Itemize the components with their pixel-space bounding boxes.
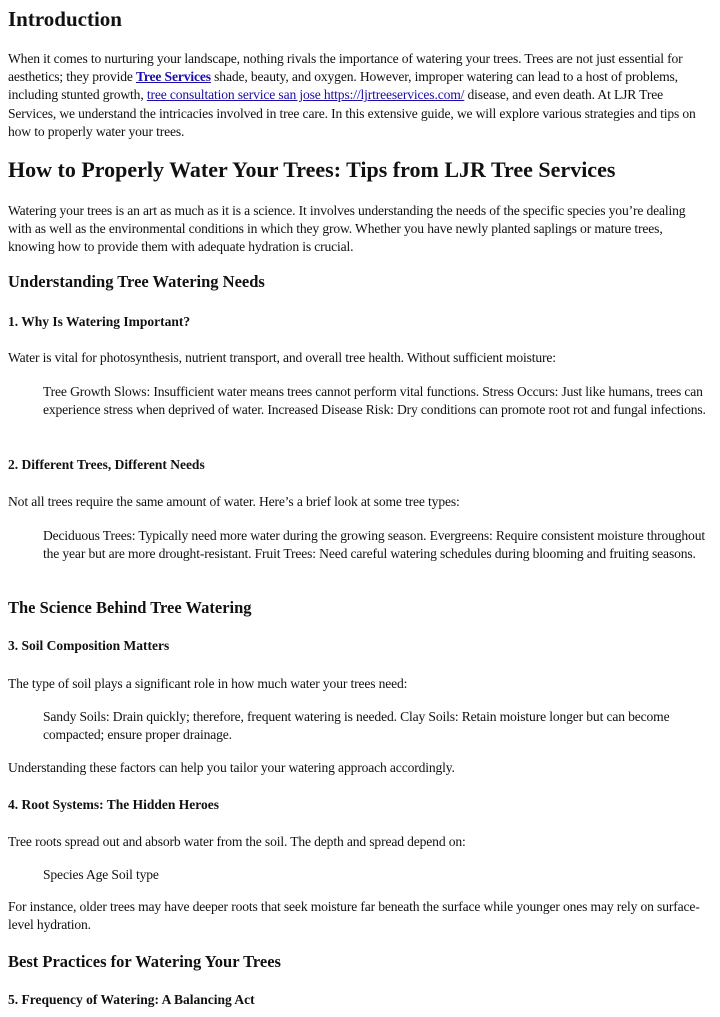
understanding-heading: Understanding Tree Watering Needs <box>8 272 265 291</box>
intro-text-3: disease, and even death. At LJR Tree Services, we understand the intricacies involved in tree care. In this extensive guide, we will explore various strategies and tips on how to properly water your trees. <box>8 87 696 139</box>
root-systems-heading: 4. Root Systems: The Hidden Heroes <box>8 797 220 812</box>
tree-consultation-link[interactable]: tree consultation service san jose https://ljrtreeservices.com/ <box>146 87 465 103</box>
science-heading: The Science Behind Tree Watering <box>8 598 252 617</box>
why-watering-paragraph: Water is vital for photosynthesis, nutrient transport, and overall tree health. Without sufficient moisture: <box>8 350 556 365</box>
soil-composition-list: Sandy Soils: Drain quickly; therefore, frequent watering is needed. Clay Soils: Retain moisture longer but can become compacted; ensure proper drainage. <box>43 709 670 743</box>
root-systems-summary: For instance, older trees may have deeper roots that seek moisture far beneath the surface while younger ones may rely on surface-level hydration. <box>8 899 700 933</box>
soil-composition-summary: Understanding these factors can help you tailor your watering approach accordingly. <box>8 760 455 775</box>
soil-composition-heading: 3. Soil Composition Matters <box>8 638 170 653</box>
main-intro-paragraph: Watering your trees is an art as much as it is a science. It involves understanding the needs of the specific species you’re dealing with as well as the environmental conditions in which they grow. Whether you have newly planted saplings or mature trees, knowing how to provide them with adequate hydration is crucial. <box>8 203 686 255</box>
why-watering-list: Tree Growth Slows: Insufficient water means trees cannot perform vital functions. Stress Occurs: Just like humans, trees can experience stress when deprived of water. Increased Disease Risk: Dry conditions can promote root rot and fungal infections. <box>43 384 706 418</box>
intro-heading: Introduction <box>8 7 122 31</box>
soil-composition-paragraph: The type of soil plays a significant role in how much water your trees need: <box>8 676 408 691</box>
root-systems-list: Species Age Soil type <box>43 867 159 882</box>
main-heading: How to Properly Water Your Trees: Tips from LJR Tree Services <box>8 157 616 182</box>
root-systems-paragraph: Tree roots spread out and absorb water from the soil. The depth and spread depend on: <box>8 834 466 849</box>
intro-text-2: shade, beauty, and oxygen. However, improper watering can lead to a host of problems, including stunted growth, <box>8 69 678 103</box>
intro-text-1: When it comes to nurturing your landscape, nothing rivals the importance of watering your trees. Trees are not just essential for aesthetics; they provide <box>8 51 683 85</box>
intro-paragraph <box>8 50 712 141</box>
best-practices-heading: Best Practices for Watering Your Trees <box>8 952 281 971</box>
different-trees-heading: 2. Different Trees, Different Needs <box>8 457 205 472</box>
frequency-heading: 5. Frequency of Watering: A Balancing Act <box>8 992 255 1007</box>
why-watering-heading: 1. Why Is Watering Important? <box>8 314 191 329</box>
tree-services-link[interactable]: Tree Services <box>136 69 211 85</box>
different-trees-paragraph: Not all trees require the same amount of water. Here’s a brief look at some tree types: <box>8 494 460 509</box>
different-trees-list: Deciduous Trees: Typically need more water during the growing season. Evergreens: Require consistent moisture throughout the year but are more drought-resistant. Fruit Trees: Need careful watering schedules during blooming and fruiting seasons. <box>43 528 705 562</box>
